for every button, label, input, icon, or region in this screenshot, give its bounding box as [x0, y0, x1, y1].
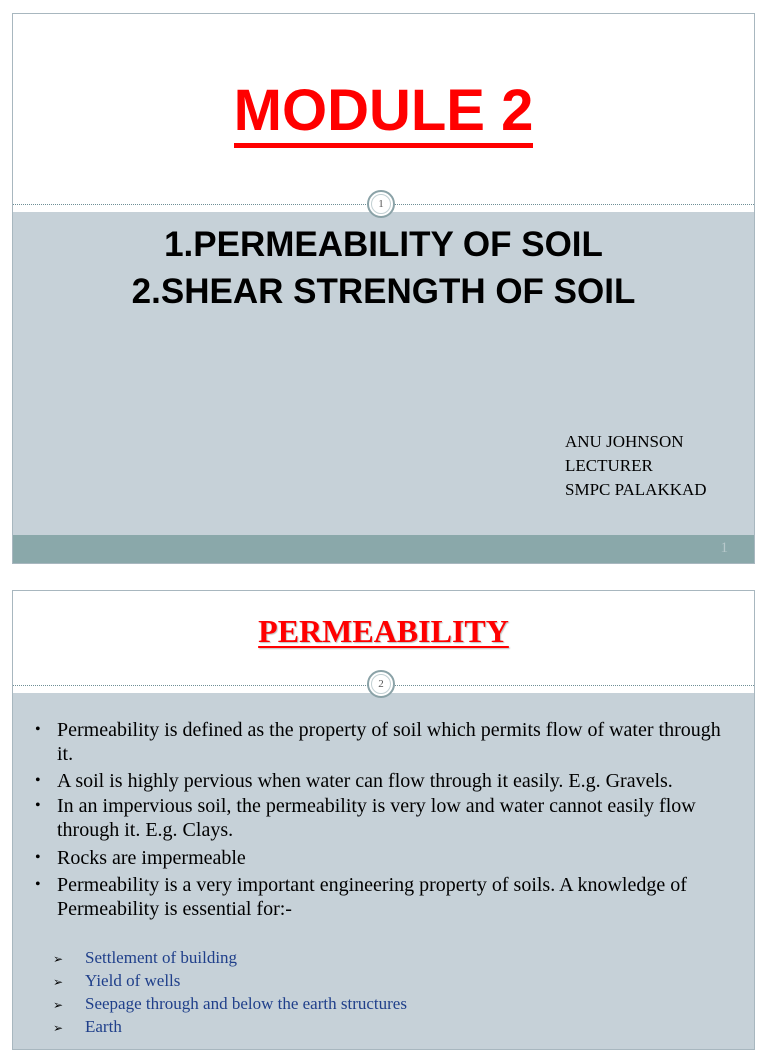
- bullet-dot-icon: •: [35, 849, 41, 866]
- bullet-dot-icon: •: [35, 721, 41, 738]
- author-role: LECTURER: [565, 456, 653, 475]
- author-institution: SMPC PALAKKAD: [565, 480, 707, 499]
- bullet-item: • Permeability is a very important engineering property of soils. A knowledge of Permeability is essential for:-: [35, 874, 687, 920]
- bullet-item: • Permeability is defined as the property of soil which permits flow of water through it.: [35, 719, 721, 765]
- bullet-dot-icon: •: [35, 876, 41, 893]
- bullet-item: • Rocks are impermeable: [35, 847, 246, 869]
- sub-list-item: ➢ Earth: [53, 1016, 122, 1039]
- bullet-dot-icon: •: [35, 772, 41, 789]
- bullet-item: • A soil is highly pervious when water can flow through it easily. E.g. Gravels.: [35, 770, 673, 792]
- sub-list-item: ➢ Settlement of building: [53, 947, 237, 970]
- author-name: ANU JOHNSON: [565, 432, 684, 451]
- subtitle-line-2: 2.SHEAR STRENGTH OF SOIL: [131, 272, 636, 311]
- arrow-right-icon: ➢: [53, 1021, 64, 1035]
- footer-bar: [13, 535, 754, 563]
- arrow-right-icon: ➢: [53, 998, 64, 1012]
- slide-number-badge: 1: [367, 190, 395, 218]
- subtitle-line-1: 1.PERMEABILITY OF SOIL: [164, 225, 603, 264]
- slide-2: [12, 590, 755, 1050]
- sub-list-item: ➢ Yield of wells: [53, 970, 180, 993]
- arrow-right-icon: ➢: [53, 975, 64, 989]
- title-area: [13, 14, 754, 205]
- arrow-right-icon: ➢: [53, 952, 64, 966]
- slide-number-badge: 2: [367, 670, 395, 698]
- bullet-dot-icon: •: [35, 797, 41, 814]
- bullet-item: • In an impervious soil, the permeability is very low and water cannot easily flow through it. E.g. Clays.: [35, 795, 696, 841]
- module-title: MODULE 2: [13, 76, 754, 146]
- sub-list-item: ➢ Seepage through and below the earth structures: [53, 993, 407, 1016]
- section-title: PERMEABILITY: [258, 613, 509, 649]
- slide-1: [12, 13, 755, 564]
- footer-page-number: 1: [720, 540, 728, 556]
